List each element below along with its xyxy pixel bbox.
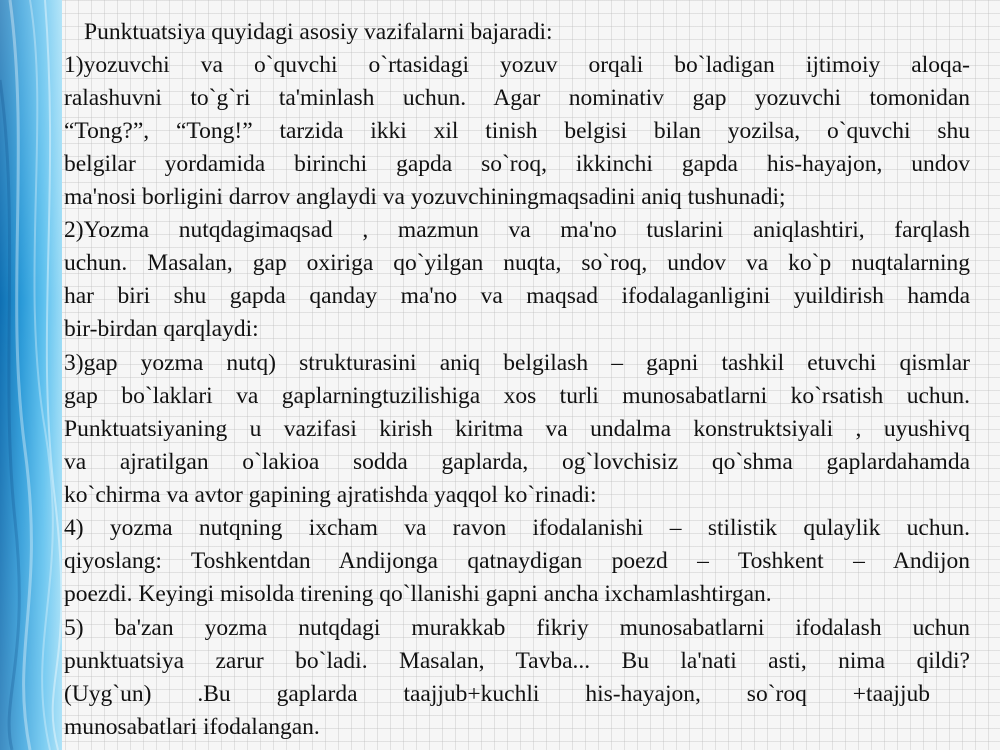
text-line: 1)yozuvchi va o`quvchi o`rtasidagi yozuv orqali bo`ladigan ijtimoiy aloqa- xyxy=(64,52,970,78)
text-line: punktuatsiya zarur bo`ladi. Masalan, Tavba... Bu la'nati asti, nima qildi? xyxy=(64,648,970,674)
document-heading: Punktuatsiya quyidagi asosiy vazifalarni bajaradi: xyxy=(84,19,553,45)
text-line: va ajratilgan o`lakioa sodda gaplarda, og`lovchisiz qo`shma gaplardahamda xyxy=(64,449,970,475)
text-line: uchun. Masalan, gap oxiriga qo`yilgan nuqta, so`roq, undov va ko`p nuqtalarning xyxy=(64,250,970,276)
text-line: (Uyg`un) .Bu gaplarda taajjub+kuchli his-hayajon, so`roq +taajjub xyxy=(64,681,930,707)
text-line: 3)gap yozma nutq) strukturasini aniq belgilash – gapni tashkil etuvchi qismlar xyxy=(64,350,970,376)
text-line: munosabatlari ifodalangan. xyxy=(64,714,320,740)
text-line: 4) yozma nutqning ixcham va ravon ifodalanishi – stilistik qulaylik uchun. xyxy=(64,515,970,541)
text-line: “Tong?”, “Tong!” tarzida ikki xil tinish belgisi bilan yozilsa, o`quvchi shu xyxy=(64,118,970,144)
text-line: qiyoslang: Toshkentdan Andijonga qatnaydigan poezd – Toshkent – Andijon xyxy=(64,548,970,574)
text-line: bir-birdan qarqlaydi: xyxy=(64,316,259,342)
text-line: har biri shu gapda qanday ma'no va maqsad ifodalaganligini yuildirish hamda xyxy=(64,283,970,309)
text-line: 2)Yozma nutqdagimaqsad , mazmun va ma'no tuslarini aniqlashtiri, farqlash xyxy=(64,217,970,243)
text-line: gap bo`laklari va gaplarningtuzilishiga xos turli munosabatlarni ko`rsatish uchun. xyxy=(64,383,970,409)
text-line: belgilar yordamida birinchi gapda so`roq, ikkinchi gapda his-hayajon, undov xyxy=(64,151,970,177)
text-line: ko`chirma va avtor gapining ajratishda yaqqol ko`rinadi: xyxy=(64,482,597,508)
text-line: Punktuatsiyaning u vazifasi kirish kiritma va undalma konstruktsiyali , uyushivq xyxy=(64,416,970,442)
text-line: ma'nosi borligini darrov anglaydi va yozuvchiningmaqsadini aniq tushunadi; xyxy=(64,184,786,210)
text-line: poezdi. Keyingi misolda tirening qo`llanishi gapni ancha ixchamlashtirgan. xyxy=(64,581,772,607)
text-line: ralashuvni to`g`ri ta'minlash uchun. Agar nominativ gap yozuvchi tomonidan xyxy=(64,85,970,111)
text-line: 5) ba'zan yozma nutqdagi murakkab fikriy munosabatlarni ifodalash uchun xyxy=(64,615,970,641)
